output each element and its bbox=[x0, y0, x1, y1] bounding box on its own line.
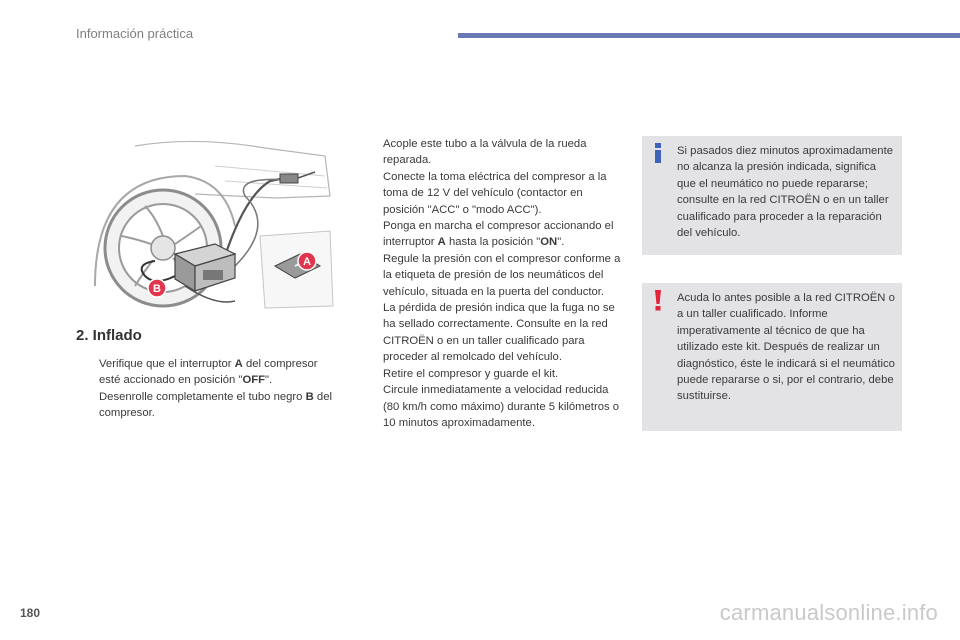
info-note-box bbox=[642, 136, 902, 255]
warning-note-box bbox=[642, 283, 902, 431]
warning-exclamation-icon bbox=[651, 289, 665, 311]
middle-step-list bbox=[360, 136, 622, 431]
watermark: carmanualsonline.info bbox=[719, 600, 938, 625]
page-number: 180 bbox=[20, 606, 41, 620]
info-note-text: Si pasados diez minutos aproximadamente no alcanza la presión indicada, significa que el neumático no puede repararse; consulte en la red CITROËN o en un taller cualificado para proceder a la reparación del vehículo. bbox=[677, 145, 894, 240]
marker-a-label: A bbox=[303, 256, 311, 268]
warning-note-text: Acuda lo antes posible a la red CITROËN o a un taller cualificado. Informe imperativamente al técnico de que ha utilizado este kit. Después de realizar un diagnóstico, éste le indicará si el neumático puede repararse o si, por el contrario, debe sustituirse. bbox=[677, 292, 895, 403]
list-item: Desenrolle completamente el tubo negro B del compresor. bbox=[99, 390, 332, 420]
list-item: Circule inmediatamente a velocidad reducida (80 km/h como máximo) durante 5 kilómetros o 10 minutos aproximadamente. bbox=[383, 384, 620, 429]
section-title: 2. Inflado bbox=[76, 327, 142, 344]
header-accent-bar bbox=[458, 33, 960, 38]
info-icon bbox=[651, 142, 665, 164]
list-item: Verifique que el interruptor A del compresor esté accionado en posición "OFF". bbox=[99, 358, 318, 387]
left-step-list bbox=[76, 356, 334, 422]
list-item: Retire el compresor y guarde el kit. bbox=[383, 367, 559, 380]
marker-b-label: B bbox=[153, 283, 161, 295]
section-header-title: Información práctica bbox=[76, 26, 194, 41]
list-item-note: La pérdida de presión indica que la fuga no se ha sellado correctamente. Consulte en la red CITROËN o en un taller cualificado para proceder al remolcado del vehículo. bbox=[383, 302, 615, 364]
list-item: Conecte la toma eléctrica del compresor a la toma de 12 V del vehículo (contactor en posición "ACC" o "modo ACC"). bbox=[383, 170, 607, 216]
compressor-illustration bbox=[75, 136, 335, 310]
list-item: Ponga en marcha el compresor accionando el interruptor A hasta la posición "ON". bbox=[383, 220, 614, 249]
list-item: Acople este tubo a la válvula de la rueda reparada. bbox=[383, 138, 587, 167]
list-item: Regule la presión con el compresor conforme a la etiqueta de presión de los neumáticos del vehículo, situada en la puerta del conductor. La pérdida de presión indica que la fuga no se ha sellado correctamente. Consulte en la red CITROËN o en un taller cualificado para proceder al remolcado del vehículo. bbox=[383, 252, 621, 364]
